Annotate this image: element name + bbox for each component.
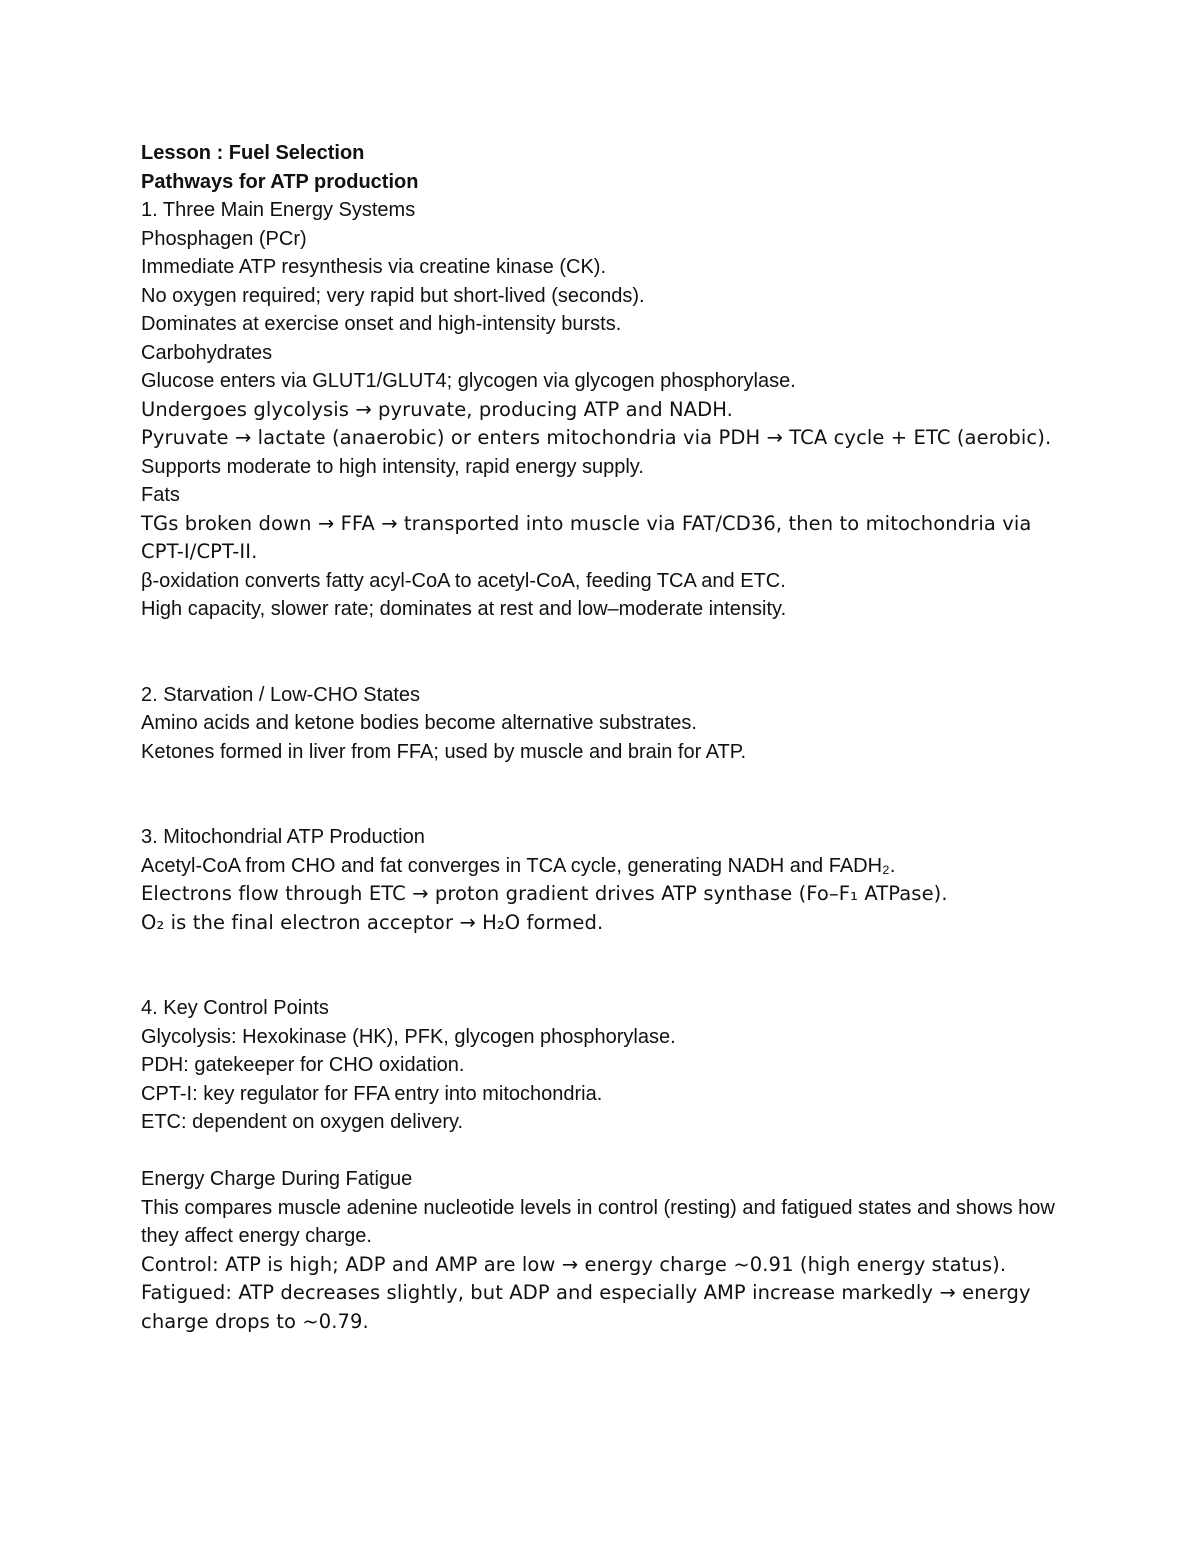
- carbohydrates-line: Glucose enters via GLUT1/GLUT4; glycogen via glycogen phosphorylase.: [141, 370, 796, 392]
- section-heading-control-points: 4. Key Control Points: [141, 997, 329, 1019]
- phosphagen-line: Dominates at exercise onset and high-intensity bursts.: [141, 313, 622, 335]
- section-heading-energy-charge: Energy Charge During Fatigue: [141, 1168, 413, 1190]
- control-point-line: Glycolysis: Hexokinase (HK), PFK, glycogen phosphorylase.: [141, 1025, 676, 1048]
- spacer: [141, 966, 1061, 995]
- spacer: [141, 652, 1061, 681]
- carbohydrates-heading: Carbohydrates: [141, 341, 273, 364]
- fats-heading: Fats: [141, 484, 180, 506]
- mitochondrial-line: O₂ is the final electron acceptor → H₂O formed.: [141, 910, 604, 934]
- carbohydrates-line: Undergoes glycolysis → pyruvate, producing ATP and NADH.: [141, 397, 733, 421]
- spacer: [141, 795, 1061, 824]
- lesson-title: Lesson : Fuel Selection: [141, 142, 365, 164]
- starvation-line: Ketones formed in liver from FFA; used by muscle and brain for ATP.: [141, 740, 747, 763]
- spacer: [141, 766, 1061, 795]
- control-point-line: PDH: gatekeeper for CHO oxidation.: [141, 1054, 465, 1076]
- spacer: [141, 937, 1061, 966]
- section-heading-mitochondrial: 3. Mitochondrial ATP Production: [141, 826, 425, 848]
- spacer: [141, 1137, 1061, 1166]
- energy-charge-line: Control: ATP is high; ADP and AMP are low → energy charge ~0.91 (high energy status).: [141, 1252, 1007, 1276]
- fats-line: TGs broken down → FFA → transported into muscle via FAT/CD36, then to mitochondria via CPT-I/CPT-II.: [141, 511, 1032, 563]
- mitochondrial-line: Electrons flow through ETC → proton gradient drives ATP synthase (Fo–F₁ ATPase).: [141, 882, 948, 905]
- control-point-line: ETC: dependent on oxygen delivery.: [141, 1111, 464, 1133]
- document-body: [141, 139, 1061, 1336]
- mitochondrial-line: Acetyl-CoA from CHO and fat converges in TCA cycle, generating NADH and FADH₂.: [141, 854, 896, 877]
- carbohydrates-line: Pyruvate → lactate (anaerobic) or enters mitochondria via PDH → TCA cycle + ETC (aerobic).: [141, 426, 1052, 449]
- section-heading-starvation: 2. Starvation / Low-CHO States: [141, 683, 421, 706]
- phosphagen-line: Immediate ATP resynthesis via creatine kinase (CK).: [141, 256, 606, 278]
- starvation-line: Amino acids and ketone bodies become alternative substrates.: [141, 712, 697, 734]
- fats-line: β-oxidation converts fatty acyl-CoA to acetyl-CoA, feeding TCA and ETC.: [141, 569, 786, 592]
- energy-charge-line: Fatigued: ATP decreases slightly, but ADP and especially AMP increase markedly → energy charge drops to ~0.79.: [141, 1281, 1031, 1333]
- control-point-line: CPT-I: key regulator for FFA entry into mitochondria.: [141, 1082, 603, 1105]
- energy-charge-line: This compares muscle adenine nucleotide levels in control (resting) and fatigued states and shows how they affect energy charge.: [141, 1196, 1055, 1247]
- lesson-subtitle: Pathways for ATP production: [141, 170, 419, 193]
- fats-line: High capacity, slower rate; dominates at rest and low–moderate intensity.: [141, 598, 787, 620]
- section-heading-energy-systems: 1. Three Main Energy Systems: [141, 199, 416, 221]
- carbohydrates-line: Supports moderate to high intensity, rapid energy supply.: [141, 455, 644, 478]
- spacer: [141, 624, 1061, 653]
- phosphagen-line: No oxygen required; very rapid but short-lived (seconds).: [141, 284, 645, 307]
- phosphagen-heading: Phosphagen (PCr): [141, 227, 307, 250]
